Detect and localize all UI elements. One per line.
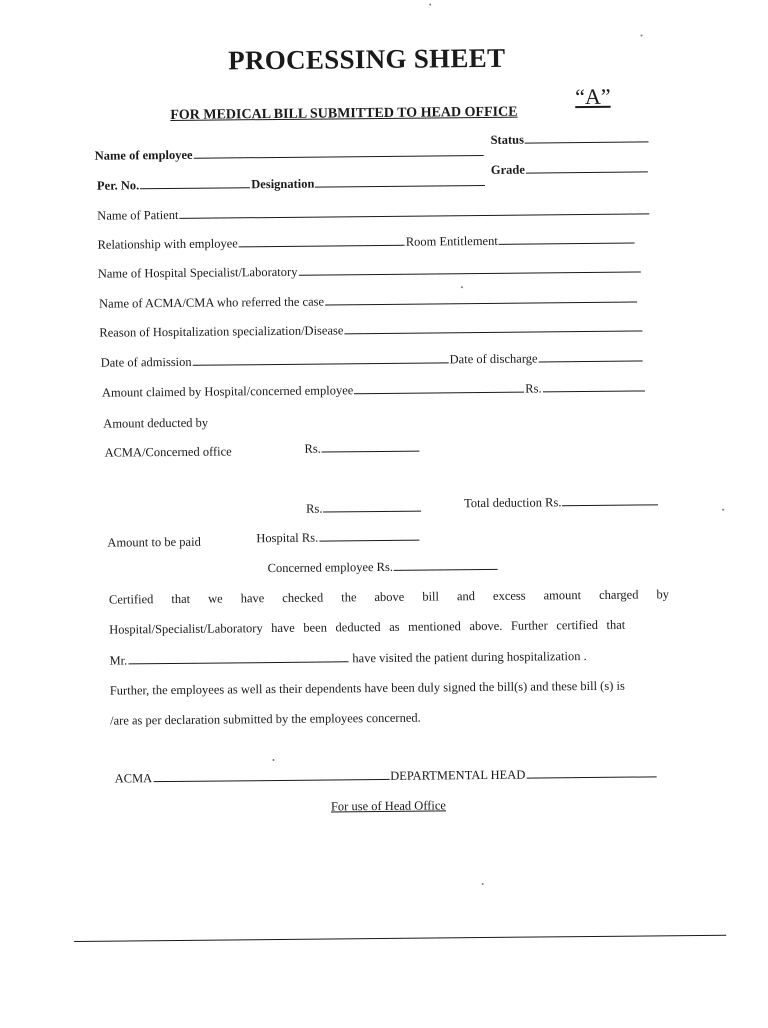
date-admission-label: Date of admission: [100, 354, 192, 370]
hospital-rs-field[interactable]: [319, 539, 419, 542]
hospital-rs-label: Hospital Rs.: [256, 530, 319, 546]
reason-label: Reason of Hospitalization specialization/Disease: [99, 323, 344, 340]
rs-deducted-row: [304, 441, 420, 457]
name-of-employee-field[interactable]: [194, 154, 484, 159]
amount-deducted-by-row: [103, 416, 208, 432]
status-field[interactable]: [525, 140, 649, 143]
date-admission-field[interactable]: [193, 361, 449, 365]
acma-office-label: ACMA/Concerned office: [104, 444, 232, 460]
total-deduction-label: Total deduction Rs.: [463, 495, 562, 511]
scan-speck: [482, 883, 484, 885]
reason-row: [99, 320, 643, 340]
form-code: “A”: [575, 83, 611, 110]
relationship-label: Relationship with employee: [97, 236, 238, 252]
certification-line-2: Hospital/Specialist/Laboratory have been deducted as mentioned above. Further certified that: [109, 617, 626, 637]
per-no-row: [97, 175, 487, 194]
grade-row: [491, 161, 649, 178]
rs-claimed-field[interactable]: [543, 389, 645, 392]
amount-claimed-row: [102, 380, 646, 400]
rs-second-row: [306, 501, 422, 517]
certification-line-3: [109, 648, 669, 668]
grade-label: Grade: [490, 162, 525, 177]
scan-speck: [429, 3, 431, 5]
acma-referred-row: [99, 292, 638, 312]
certification-line-5: /are as per declaration submitted by the employees concerned.: [110, 710, 421, 728]
date-row: [101, 350, 644, 370]
acma-signature-label: ACMA: [114, 771, 153, 786]
acma-referred-label: Name of ACMA/CMA who referred the case: [99, 294, 325, 311]
amount-to-be-paid-label: Amount to be paid: [107, 534, 201, 550]
mr-label: Mr.: [109, 653, 128, 668]
head-office-heading: For use of Head Office: [330, 798, 447, 814]
page-subtitle: FOR MEDICAL BILL SUBMITTED TO HEAD OFFICE: [170, 104, 518, 123]
scan-speck: [641, 34, 643, 36]
scan-speck: [461, 286, 463, 288]
bottom-divider: [74, 935, 726, 942]
certification-line-1: Certified that we have checked the above bill and excess amount charged by: [108, 587, 669, 607]
rs-second-field[interactable]: [323, 510, 421, 513]
designation-label: Designation: [251, 176, 315, 192]
total-deduction-row: [464, 494, 660, 511]
hospital-specialist-field[interactable]: [298, 270, 640, 275]
room-entitlement-field[interactable]: [499, 242, 635, 245]
name-of-employee-row: [95, 145, 485, 164]
amount-deducted-by-label: Amount deducted by: [103, 415, 209, 431]
concerned-employee-rs-field[interactable]: [394, 568, 498, 571]
amount-to-be-paid-row: [107, 535, 201, 551]
hospital-specialist-row: [98, 261, 642, 281]
date-discharge-field[interactable]: [539, 359, 643, 362]
status-label: Status: [490, 132, 524, 147]
rs-claimed-label: Rs.: [525, 381, 542, 396]
certification-line-4: Further, the employees as well as their dependents have been duly signed the bill(s) and these bill (s) is: [109, 678, 625, 698]
scan-speck: [722, 509, 724, 511]
date-discharge-label: Date of discharge: [449, 351, 538, 367]
relationship-row: [97, 233, 635, 253]
acma-referred-field[interactable]: [325, 301, 637, 306]
concerned-employee-rs-row: [268, 559, 499, 576]
room-entitlement-label: Room Entitlement: [405, 233, 498, 249]
hospital-specialist-label: Name of Hospital Specialist/Laboratory: [97, 264, 298, 281]
per-no-label: Per. No.: [96, 178, 140, 193]
acma-signature-field[interactable]: [153, 778, 389, 782]
name-of-patient-field[interactable]: [180, 212, 650, 219]
grade-field[interactable]: [526, 170, 648, 173]
hospital-rs-row: [256, 530, 420, 547]
total-deduction-field[interactable]: [562, 503, 658, 506]
status-row: [490, 131, 649, 148]
rs-second-label: Rs.: [306, 501, 323, 516]
amount-claimed-label: Amount claimed by Hospital/concerned employee: [101, 383, 354, 400]
departmental-head-label: DEPARTMENTAL HEAD: [390, 767, 526, 783]
rs-deducted-label: Rs.: [304, 441, 321, 456]
relationship-field[interactable]: [239, 244, 405, 248]
concerned-employee-rs-label: Concerned employee Rs.: [267, 559, 394, 576]
mr-name-field[interactable]: [128, 660, 348, 664]
visited-text: have visited the patient during hospitalization .: [352, 649, 587, 666]
per-no-field[interactable]: [140, 186, 250, 189]
acma-office-row: [104, 444, 231, 460]
amount-claimed-field[interactable]: [354, 391, 524, 395]
name-of-patient-label: Name of Patient: [97, 207, 179, 223]
name-of-employee-label: Name of employee: [94, 147, 193, 163]
rs-deducted-field[interactable]: [322, 450, 420, 453]
reason-field[interactable]: [344, 329, 642, 334]
designation-field[interactable]: [315, 184, 485, 188]
page-title: PROCESSING SHEET: [228, 42, 506, 76]
name-of-patient-row: [97, 203, 650, 223]
signature-row: [115, 766, 658, 786]
departmental-head-signature-field[interactable]: [526, 775, 656, 778]
scan-speck: [272, 759, 274, 761]
